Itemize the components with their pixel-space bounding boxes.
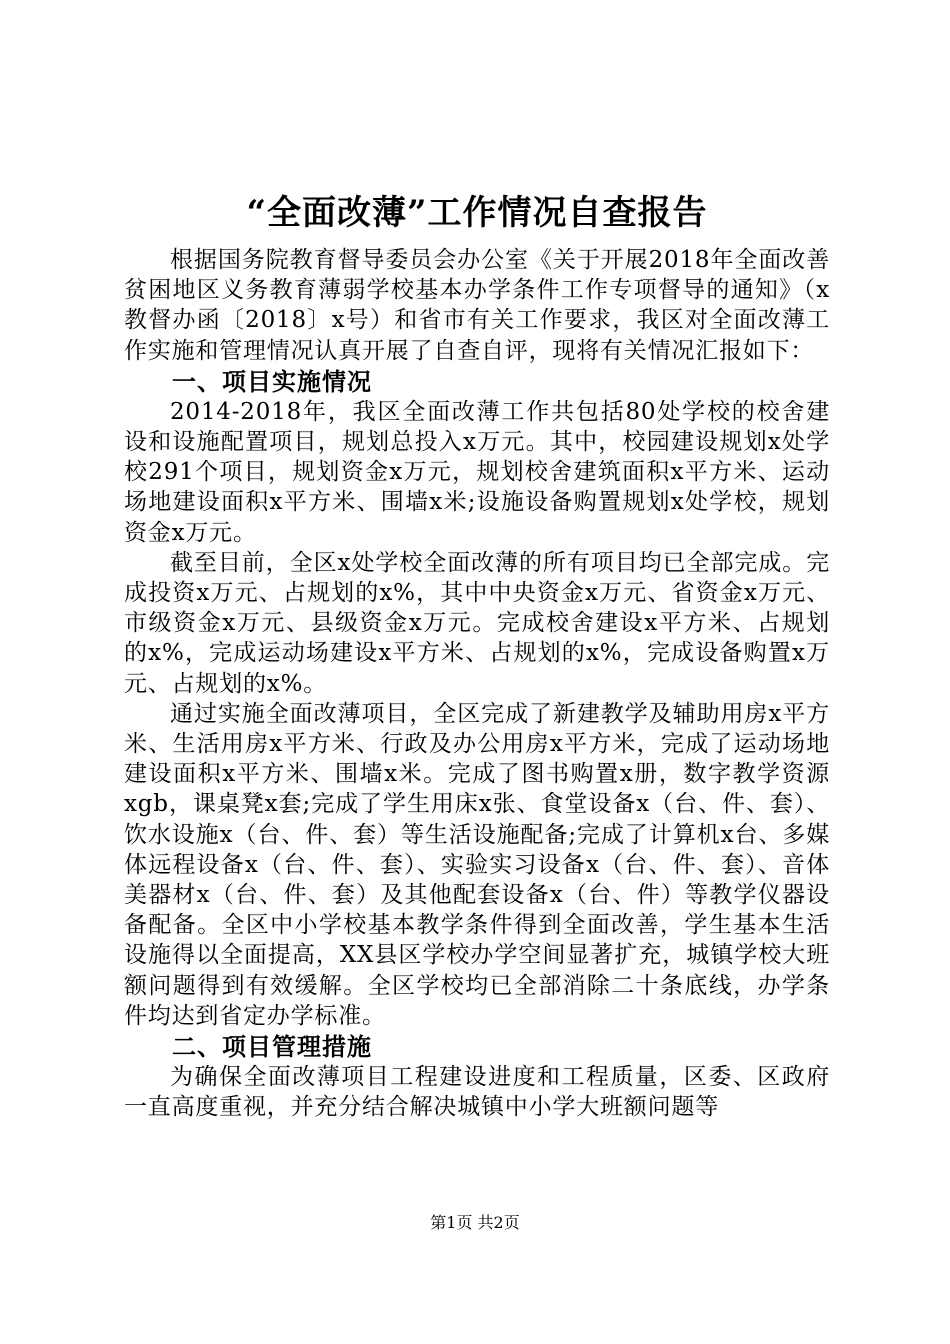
section-heading-implementation: 一、项目实施情况 (172, 366, 372, 396)
section-heading-management: 二、项目管理措施 (172, 1032, 372, 1062)
body-paragraph: 2014-2018年，我区全面改薄工作共包括80处学校的校舍建设和设施配置项目，规划总投入x万元。其中，校园建设规划x处学校291个项目，规划资金x万元，规划校舍建筑面积x平方米、运动场地建设面积x平方米、围墙x米;设施设备购置规划x处学校，规划资金x万元。 (124, 398, 830, 546)
body-paragraph: 通过实施全面改薄项目，全区完成了新建教学及辅助用房x平方米、生活用房x平方米、行政及办公用房x平方米，完成了运动场地建设面积x平方米、围墙x米。完成了图书购置x册，数字教学资源xgb，课桌凳x套;完成了学生用床x张、食堂设备x（台、件、套）、饮水设施x（台、件、套）等生活设施配备;完成了计算机x台、多媒体远程设备x（台、件、套）、实验实习设备x（台、件、套）、音体美器材x（台、件、套）及其他配套设备x（台、件）等教学仪器设备配备。全区中小学校基本教学条件得到全面改善，学生基本生活设施得以全面提高，XX县区学校办学空间显著扩充，城镇学校大班额问题得到有效缓解。全区学校均已全部消除二十条底线，办学条件均达到省定办学标准。 (124, 700, 830, 1029)
body-paragraph: 为确保全面改薄项目工程建设进度和工程质量，区委、区政府一直高度重视，并充分结合解决城镇中小学大班额问题等 (124, 1064, 830, 1121)
intro-paragraph: 根据国务院教育督导委员会办公室《关于开展2018年全面改善贫困地区义务教育薄弱学校基本办学条件工作专项督导的通知》（x教督办函〔2018〕x号）和省市有关工作要求，我区对全面改薄工作实施和管理情况认真开展了自查自评，现将有关情况汇报如下： (124, 247, 830, 364)
document-title: “全面改薄”工作情况自查报告 (246, 193, 708, 233)
page-indicator: 第1页 共2页 (430, 1213, 520, 1232)
body-paragraph: 截至目前，全区x处学校全面改薄的所有项目均已全部完成。完成投资x万元、占规划的x%，其中中央资金x万元、省资金x万元、市级资金x万元、县级资金x万元。完成校舍建设x平方米、占规划的x%，完成运动场建设x平方米、占规划的x%，完成设备购置x万元、占规划的x%。 (124, 549, 830, 697)
document-body (124, 185, 830, 1122)
page-footer (0, 1213, 950, 1233)
